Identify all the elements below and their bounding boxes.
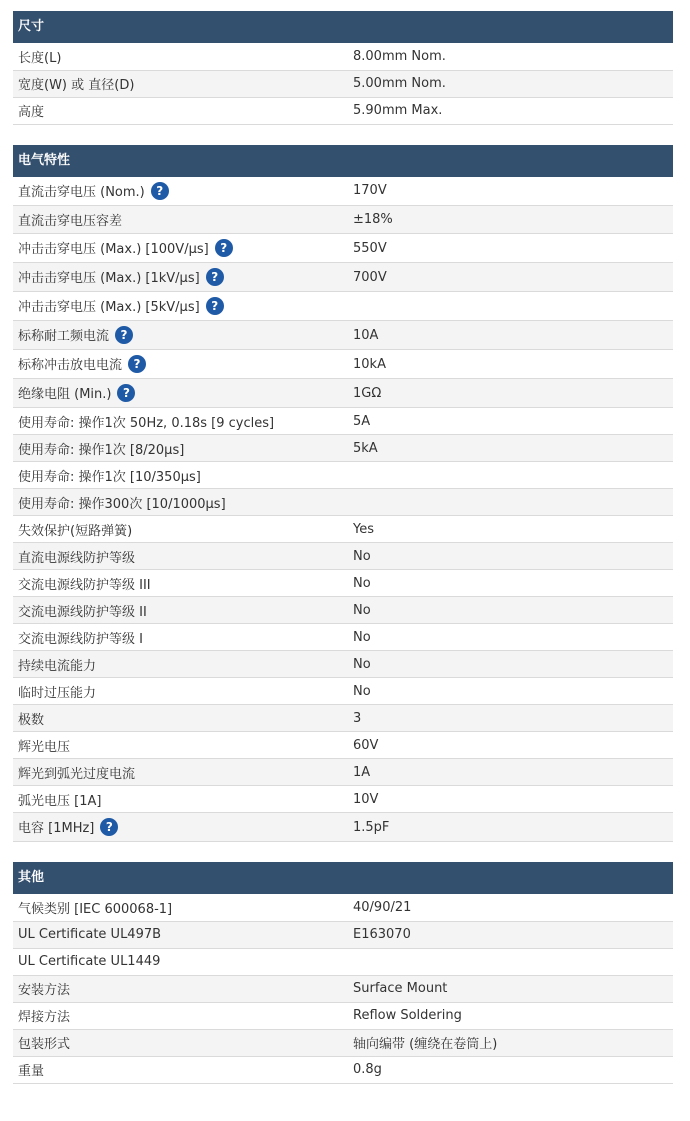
table-row	[13, 732, 673, 759]
table-row	[13, 705, 673, 732]
table-row	[13, 97, 673, 124]
section-other	[13, 862, 673, 1084]
table-row	[13, 234, 673, 263]
spec-label-cell	[13, 1029, 348, 1056]
spec-value-cell	[348, 732, 673, 759]
spec-label-cell	[13, 462, 348, 489]
table-row	[13, 206, 673, 234]
spec-label-cell	[13, 408, 348, 435]
section-header: 尺寸	[13, 11, 673, 43]
spec-value: 10kA	[353, 356, 386, 372]
spec-label: 辉光到弧光过度电流	[18, 766, 136, 782]
table-row	[13, 543, 673, 570]
spec-label: 使用寿命: 操作300次 [10/1000µs]	[18, 496, 226, 512]
spec-label-cell	[13, 759, 348, 786]
table-row	[13, 597, 673, 624]
spec-value: 10A	[353, 327, 379, 343]
table-row	[13, 813, 673, 842]
spec-value: 轴向编带 (缠绕在卷筒上)	[353, 1037, 498, 1052]
spec-value-cell	[348, 597, 673, 624]
spec-label: 使用寿命: 操作1次 50Hz, 0.18s [9 cycles]	[18, 415, 275, 431]
spec-label-cell	[13, 705, 348, 732]
table-row	[13, 1056, 673, 1083]
spec-value: 1GΩ	[353, 385, 382, 401]
spec-label: 使用寿命: 操作1次 [8/20µs]	[18, 442, 185, 458]
table-row	[13, 177, 673, 206]
spec-label: 安装方法	[18, 983, 71, 998]
spec-value-cell	[348, 786, 673, 813]
table-row	[13, 70, 673, 97]
spec-value-cell	[348, 759, 673, 786]
spec-value-cell	[348, 489, 673, 516]
spec-label: 交流电源线防护等级 I	[18, 631, 143, 647]
spec-value-cell	[348, 624, 673, 651]
spec-value: No	[353, 602, 371, 618]
spec-value: No	[353, 575, 371, 591]
spec-label-cell	[13, 435, 348, 462]
spec-value: No	[353, 629, 371, 645]
section-header: 电气特性	[13, 145, 673, 177]
spec-label: 极数	[18, 712, 45, 728]
spec-value-cell	[348, 813, 673, 842]
spec-value-cell	[348, 516, 673, 543]
spec-value-cell	[348, 975, 673, 1002]
table-row	[13, 651, 673, 678]
table-row	[13, 624, 673, 651]
spec-label-cell	[13, 379, 348, 408]
spec-value: Reflow Soldering	[353, 1008, 462, 1023]
spec-value: Yes	[353, 521, 374, 537]
spec-table	[13, 177, 673, 843]
spec-label: 直流击穿电压 (Nom.)	[18, 184, 145, 200]
spec-value: ±18%	[353, 212, 393, 227]
spec-value: 8.00mm Nom.	[353, 48, 446, 64]
table-row	[13, 921, 673, 948]
spec-value-cell	[348, 705, 673, 732]
spec-label-cell	[13, 321, 348, 350]
spec-value-cell	[348, 234, 673, 263]
spec-value-cell	[348, 206, 673, 234]
spec-label-cell	[13, 516, 348, 543]
spec-label: 辉光电压	[18, 739, 71, 755]
section-dimensions	[13, 11, 673, 125]
spec-label: 使用寿命: 操作1次 [10/350µs]	[18, 469, 201, 485]
spec-label: 冲击击穿电压 (Max.) [5kV/µs]	[18, 299, 200, 315]
spec-label-cell	[13, 786, 348, 813]
table-row	[13, 408, 673, 435]
spec-label-cell	[13, 234, 348, 263]
spec-value-cell	[348, 292, 673, 321]
table-row	[13, 948, 673, 975]
spec-value-cell	[348, 70, 673, 97]
spec-value: 3	[353, 710, 362, 726]
spec-label-cell	[13, 1056, 348, 1083]
section-header: 其他	[13, 862, 673, 894]
spec-label-cell	[13, 651, 348, 678]
spec-value-cell	[348, 1029, 673, 1056]
table-row	[13, 462, 673, 489]
spec-value: 5kA	[353, 440, 378, 456]
spec-value-cell	[348, 1002, 673, 1029]
spec-label: 长度(L)	[18, 50, 62, 66]
spec-label: 交流电源线防护等级 III	[18, 577, 151, 593]
spec-value: 170V	[353, 183, 387, 199]
spec-label-cell	[13, 489, 348, 516]
table-row	[13, 263, 673, 292]
table-row	[13, 759, 673, 786]
spec-value: 10V	[353, 791, 379, 807]
spec-label-cell	[13, 921, 348, 948]
help-icon[interactable]: ?	[206, 268, 224, 286]
spec-value: 1.5pF	[353, 819, 390, 835]
spec-label-cell	[13, 350, 348, 379]
spec-value: Surface Mount	[353, 981, 448, 996]
table-row	[13, 1002, 673, 1029]
spec-label-cell	[13, 570, 348, 597]
spec-value-cell	[348, 435, 673, 462]
spec-label: 直流电源线防护等级	[18, 550, 136, 566]
spec-value-cell	[348, 43, 673, 70]
table-row	[13, 43, 673, 70]
spec-label-cell	[13, 292, 348, 321]
spec-label-cell	[13, 894, 348, 921]
spec-label: 绝缘电阻 (Min.)	[18, 386, 112, 402]
table-row	[13, 435, 673, 462]
spec-value: No	[353, 548, 371, 564]
spec-value-cell	[348, 408, 673, 435]
spec-label: 标称耐工频电流	[18, 328, 110, 344]
spec-label: 包装形式	[18, 1037, 71, 1052]
table-row	[13, 516, 673, 543]
table-row	[13, 894, 673, 921]
spec-value-cell	[348, 263, 673, 292]
table-row	[13, 292, 673, 321]
spec-value: 0.8g	[353, 1062, 382, 1077]
table-row	[13, 570, 673, 597]
spec-label: 焊接方法	[18, 1010, 71, 1025]
spec-value: 5A	[353, 413, 371, 429]
spec-label-cell	[13, 678, 348, 705]
spec-label: 重量	[18, 1064, 45, 1079]
spec-value-cell	[348, 894, 673, 921]
spec-value-cell	[348, 321, 673, 350]
spec-label: UL Certificate UL1449	[18, 954, 161, 969]
spec-value: 60V	[353, 737, 379, 753]
spec-value-cell	[348, 462, 673, 489]
spec-value: 550V	[353, 240, 387, 256]
spec-label-cell	[13, 97, 348, 124]
spec-value-cell	[348, 97, 673, 124]
table-row	[13, 678, 673, 705]
spec-value: No	[353, 683, 371, 699]
spec-label: 临时过压能力	[18, 685, 97, 701]
spec-value-cell	[348, 948, 673, 975]
spec-label-cell	[13, 1002, 348, 1029]
table-row	[13, 350, 673, 379]
help-icon[interactable]: ?	[215, 239, 233, 257]
spec-container	[13, 11, 673, 1104]
spec-table	[13, 894, 673, 1084]
spec-label: UL Certificate UL497B	[18, 927, 162, 942]
spec-label: 持续电流能力	[18, 658, 97, 674]
spec-label: 高度	[18, 105, 45, 120]
spec-value: 5.00mm Nom.	[353, 76, 446, 91]
spec-value: 40/90/21	[353, 899, 412, 915]
spec-value-cell	[348, 177, 673, 206]
spec-label: 冲击击穿电压 (Max.) [100V/µs]	[18, 241, 209, 257]
spec-value: E163070	[353, 927, 411, 942]
spec-label: 宽度(W) 或 直径(D)	[18, 78, 135, 93]
table-row	[13, 489, 673, 516]
table-row	[13, 975, 673, 1002]
spec-label: 气候类别 [IEC 600068-1]	[18, 901, 173, 917]
help-icon[interactable]: ?	[115, 326, 133, 344]
spec-label-cell	[13, 543, 348, 570]
spec-label-cell	[13, 70, 348, 97]
spec-value-cell	[348, 1056, 673, 1083]
table-row	[13, 786, 673, 813]
spec-label: 直流击穿电压容差	[18, 214, 123, 229]
spec-value-cell	[348, 570, 673, 597]
spec-label-cell	[13, 948, 348, 975]
help-icon[interactable]: ?	[100, 818, 118, 836]
spec-label-cell	[13, 263, 348, 292]
spec-value-cell	[348, 379, 673, 408]
table-row	[13, 1029, 673, 1056]
spec-label-cell	[13, 597, 348, 624]
spec-value-cell	[348, 543, 673, 570]
spec-label-cell	[13, 732, 348, 759]
spec-value: 5.90mm Max.	[353, 103, 443, 118]
spec-label: 失效保护(短路弹簧)	[18, 523, 133, 539]
spec-label: 冲击击穿电压 (Max.) [1kV/µs]	[18, 270, 200, 286]
spec-value-cell	[348, 651, 673, 678]
spec-label-cell	[13, 206, 348, 234]
table-row	[13, 379, 673, 408]
spec-table	[13, 43, 673, 125]
spec-label: 电容 [1MHz]	[18, 820, 95, 836]
spec-value-cell	[348, 350, 673, 379]
help-icon[interactable]: ?	[151, 182, 169, 200]
spec-value-cell	[348, 921, 673, 948]
spec-value: 700V	[353, 269, 387, 285]
section-electrical	[13, 145, 673, 843]
help-icon[interactable]: ?	[128, 355, 146, 373]
table-row	[13, 321, 673, 350]
spec-label-cell	[13, 624, 348, 651]
spec-label-cell	[13, 975, 348, 1002]
help-icon[interactable]: ?	[117, 384, 135, 402]
spec-label: 弧光电压 [1A]	[18, 793, 102, 809]
spec-label-cell	[13, 813, 348, 842]
spec-value: 1A	[353, 764, 371, 780]
spec-label-cell	[13, 43, 348, 70]
help-icon[interactable]: ?	[206, 297, 224, 315]
spec-label: 标称冲击放电电流	[18, 357, 123, 373]
spec-value-cell	[348, 678, 673, 705]
spec-label-cell	[13, 177, 348, 206]
spec-value: No	[353, 656, 371, 672]
spec-label: 交流电源线防护等级 II	[18, 604, 147, 620]
